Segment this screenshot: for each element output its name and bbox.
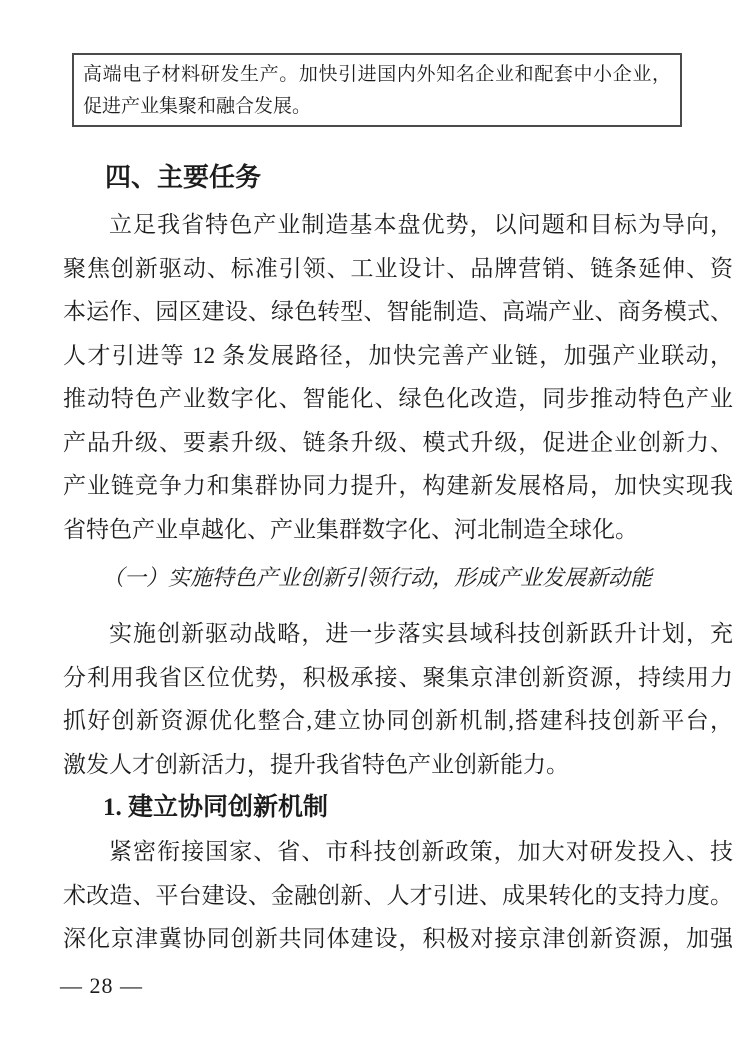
paragraph (63, 830, 733, 961)
paragraph-line: 实施创新驱动战略，进一步落实县域科技创新跃升计划，充 (109, 621, 733, 646)
callout-line: 促进产业集聚和融合发展。 (83, 96, 312, 117)
paragraph-line: 分利用我省区位优势，积极承接、聚集京津创新资源，持续用力 (63, 664, 733, 690)
callout-line: 高端电子材料研发生产。加快引进国内外知名企业和配套中小企业， (83, 64, 671, 85)
paragraph-line: 立足我省特色产业制造基本盘优势，以问题和目标为导向， (109, 212, 733, 237)
paragraph-line: 产业链竞争力和集群协同力提升，构建新发展格局，加快实现我 (63, 473, 733, 498)
paragraph (63, 612, 733, 786)
paragraph-line: 术改造、平台建设、金融创新、人才引进、成果转化的支持力度。 (63, 882, 733, 908)
paragraph-line: 推动特色产业数字化、智能化、绿色化改造，同步推动特色产业 (63, 386, 733, 411)
paragraph-line: 深化京津冀协同创新共同体建设，积极对接京津创新资源，加强 (63, 926, 733, 951)
page-number: — 28 — (60, 973, 143, 998)
callout-box (72, 53, 682, 127)
item-heading: 1. 建立协同创新机制 (103, 794, 329, 821)
paragraph-line: 聚焦创新驱动、标准引领、工业设计、品牌营销、链条延伸、资 (63, 255, 733, 281)
paragraph (63, 203, 733, 551)
paragraph-line: 本运作、园区建设、绿色转型、智能制造、高端产业、商务模式、 (63, 299, 733, 324)
paragraph-line: 人才引进等 12 条发展路径，加快完善产业链，加强产业联动， (63, 342, 733, 368)
paragraph-line: 紧密衔接国家、省、市科技创新政策，加大对研发投入、技 (109, 839, 733, 864)
paragraph-line: 激发人才创新活力，提升我省特色产业创新能力。 (63, 751, 569, 777)
section-heading: 四、主要任务 (105, 162, 262, 192)
paragraph-line: 抓好创新资源优化整合,建立协同创新机制,搭建科技创新平台， (63, 708, 733, 733)
paragraph-line: 省特色产业卓越化、产业集群数字化、河北制造全球化。 (63, 516, 638, 542)
subsection-heading: （一）实施特色产业创新引领行动，形成产业发展新动能 (102, 565, 653, 590)
paragraph-line: 产品升级、要素升级、链条升级、模式升级，促进企业创新力、 (63, 429, 733, 455)
